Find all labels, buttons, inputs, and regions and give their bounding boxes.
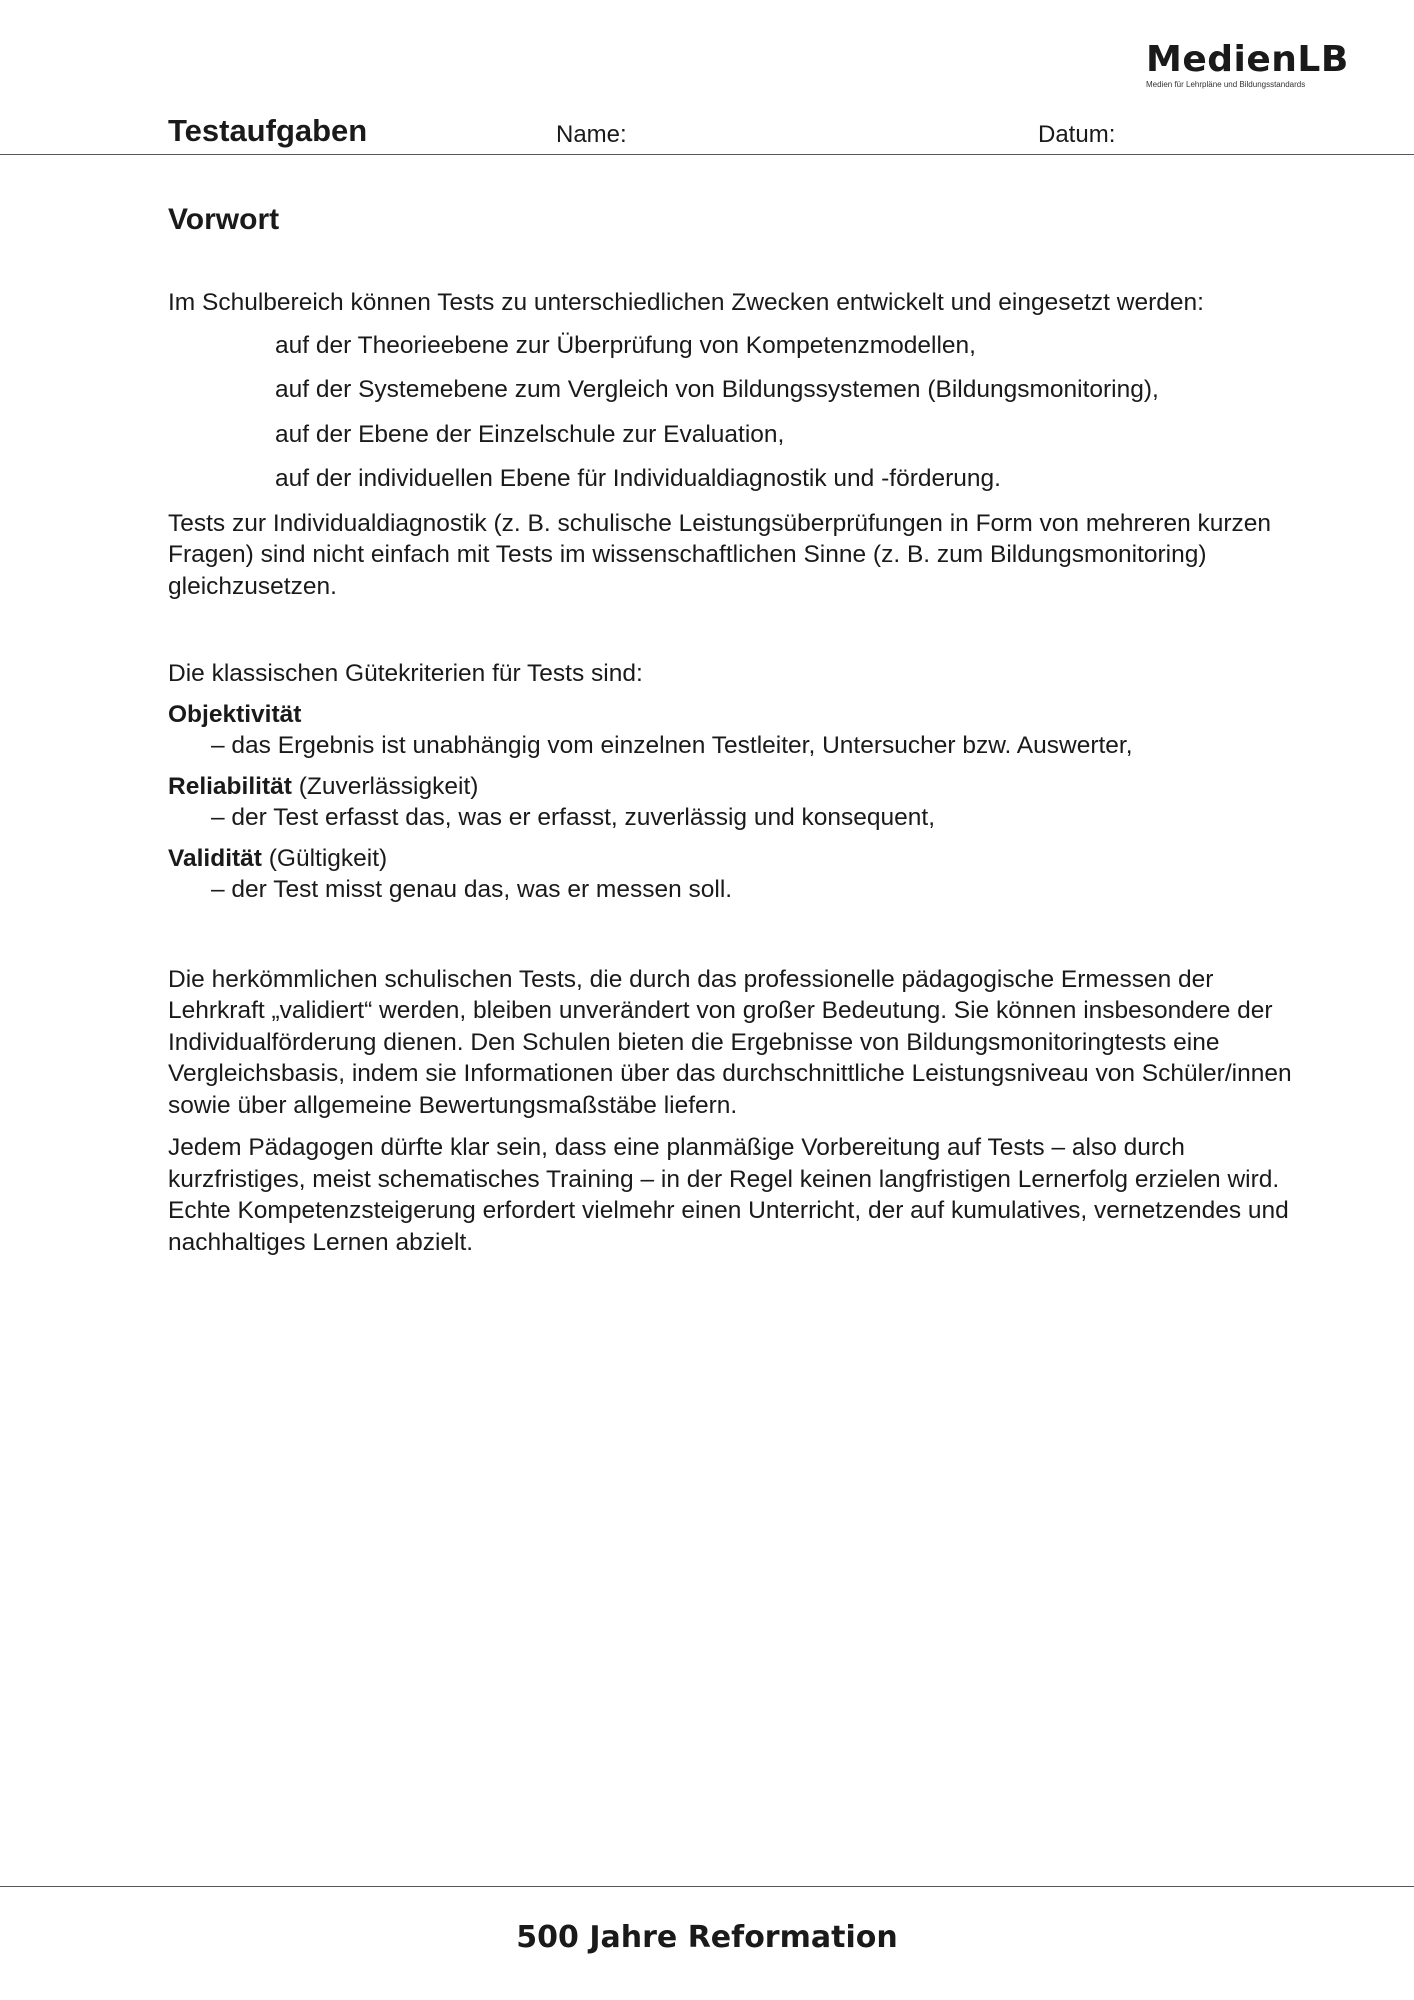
criterion-heading [168, 771, 1298, 803]
criterion-term: Reliabilität [168, 772, 292, 800]
individualdiagnostik-paragraph: Tests zur Individualdiagnostik (z. B. schulische Leistungsüberprüfungen in Form von mehreren kurzen Fragen) sind nicht einfach mit Tests im wissenschaftlichen Sinne (z. B. zum Bildungsmonitoring) gleichzusetzen. [168, 509, 1272, 600]
document-body [168, 200, 1298, 1258]
medienlb-logo [1146, 40, 1351, 90]
criterion-gloss: (Zuverlässigkeit) [291, 772, 479, 800]
section-title: Vorwort [168, 203, 280, 236]
criteria-intro: Die klassischen Gütekriterien für Tests sind: [168, 660, 643, 687]
closing-paragraph-2: Jedem Pädagogen dürfte klar sein, dass eine planmäßige Vorbereitung auf Tests – also durch kurzfristiges, meist schematisches Training – in der Regel keinen langfristigen Lernerfolg erzielen wird. Echte Kompetenzsteigerung erfordert vielmehr einen Unterricht, der auf kumulatives, vernetzendes und nachhaltiges Lernen abzielt. [168, 1134, 1289, 1256]
criterion-validitaet [168, 843, 1298, 906]
header-divider [0, 154, 1414, 155]
logo-wordmark: MedienLB [1146, 39, 1349, 80]
list-item: auf der Theorieebene zur Überprüfung von Kompetenzmodellen, [275, 331, 976, 359]
intro-paragraph: Im Schulbereich können Tests zu unterschiedlichen Zwecken entwickelt und eingesetzt werden: [168, 289, 1204, 316]
criterion-heading [168, 843, 1298, 875]
criterion-description: – der Test misst genau das, was er messen soll. [211, 876, 733, 903]
page-title: Testaufgaben [168, 113, 368, 148]
name-label: Name: [556, 121, 627, 148]
list-item: auf der individuellen Ebene für Individualdiagnostik und -förderung. [275, 465, 1001, 492]
footer-divider [0, 1886, 1414, 1887]
list-item: auf der Systemebene zum Vergleich von Bildungssystemen (Bildungsmonitoring), [275, 376, 1159, 403]
closing-paragraph-1: Die herkömmlichen schulischen Tests, die durch das professionelle pädagogische Ermessen der Lehrkraft „validiert“ werden, bleiben unverändert von großer Bedeutung. Sie können insbesondere der Individualförderung dienen. Den Schulen bieten die Ergebnisse von Bildungsmonitoringtests eine Vergleichsbasis, indem sie Informationen über das durchschnittliche Leistungsniveau von Schüler/innen sowie über allgemeine Bewertungsmaßstäbe liefern. [168, 965, 1292, 1119]
footer-title: 500 Jahre Reformation [516, 1920, 898, 1955]
criterion-objektivitaet [168, 699, 1298, 762]
criterion-term: Validität [168, 844, 262, 872]
purpose-list [168, 330, 1298, 495]
logo-tagline: Medien für Lehrpläne und Bildungsstandards [1146, 80, 1306, 89]
criterion-gloss: (Gültigkeit) [261, 844, 388, 872]
list-item: auf der Ebene der Einzelschule zur Evaluation, [275, 420, 785, 448]
criterion-description: – das Ergebnis ist unabhängig vom einzelnen Testleiter, Untersucher bzw. Auswerter, [211, 732, 1133, 759]
criterion-reliabilitaet [168, 771, 1298, 834]
date-label: Datum: [1038, 121, 1116, 148]
criterion-heading [168, 699, 1298, 731]
criterion-term: Objektivität [168, 700, 302, 728]
criterion-description: – der Test erfasst das, was er erfasst, zuverlässig und konsequent, [211, 804, 936, 831]
